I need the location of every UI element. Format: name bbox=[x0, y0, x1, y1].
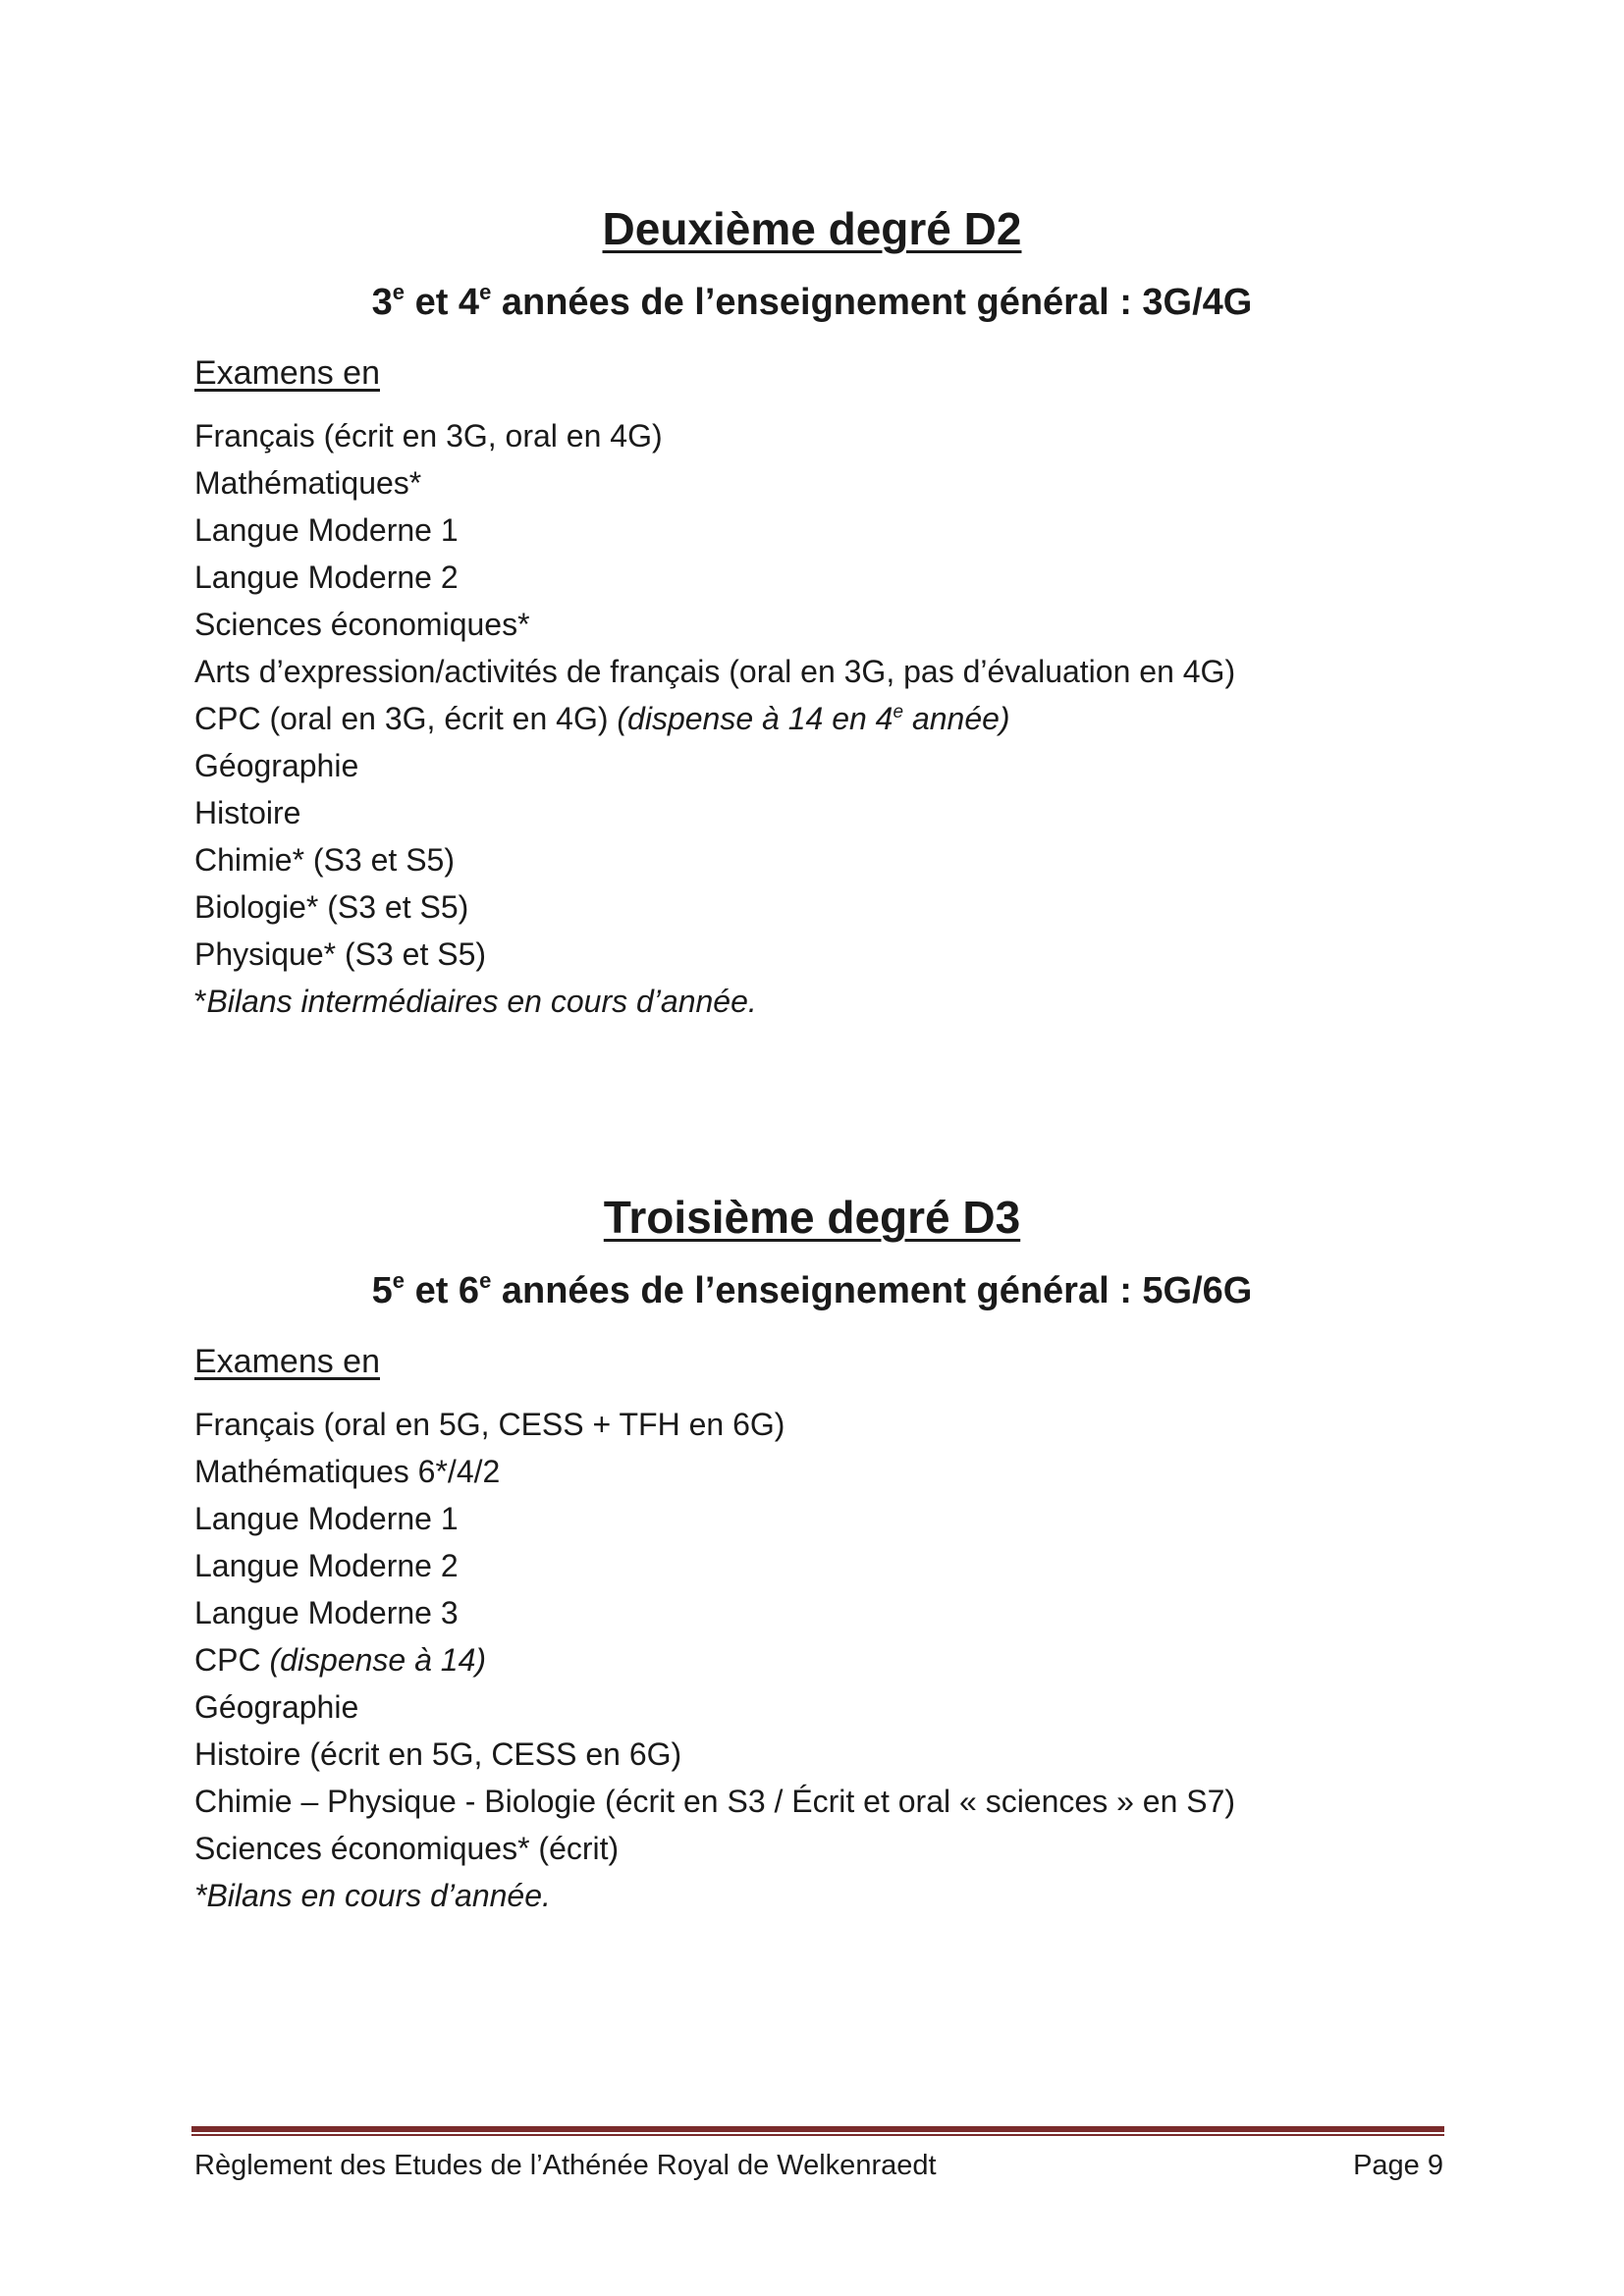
list-item-cpc bbox=[194, 695, 1624, 742]
degree-title: Troisième degré D3 bbox=[603, 1192, 1021, 1243]
list-item: Langue Moderne 2 bbox=[194, 560, 459, 595]
cpc-note-end: année) bbox=[903, 701, 1010, 736]
list-item-cpc bbox=[194, 1636, 1624, 1683]
footnote-text: Bilans intermédiaires en cours d’année. bbox=[206, 984, 757, 1019]
degree-title: Deuxième degré D2 bbox=[602, 203, 1022, 254]
cpc-note bbox=[617, 701, 1009, 736]
subtitle-part: années de l’enseignement général : 5G/6G bbox=[491, 1270, 1253, 1311]
list-item: Langue Moderne 2 bbox=[194, 1548, 459, 1583]
footer-rule bbox=[191, 2126, 1444, 2138]
cpc-note: (dispense à 14) bbox=[269, 1642, 487, 1678]
exam-label: Examens en bbox=[194, 354, 380, 392]
list-item: Langue Moderne 1 bbox=[194, 512, 459, 548]
subtitle-part: et 6 bbox=[405, 1270, 480, 1311]
subject-list bbox=[194, 1401, 1624, 1919]
subtitle-sup: e bbox=[392, 1268, 406, 1293]
exam-label: Examens en bbox=[194, 1343, 380, 1380]
list-item: Français (oral en 5G, CESS + TFH en 6G) bbox=[194, 1407, 785, 1442]
subtitle-part: 5 bbox=[371, 1270, 393, 1311]
list-item: Chimie* (S3 et S5) bbox=[194, 842, 455, 878]
list-item: Sciences économiques* bbox=[194, 607, 530, 642]
cpc-note-sup: e bbox=[893, 702, 904, 722]
subtitle-part: et 4 bbox=[405, 282, 480, 323]
list-item: Physique* (S3 et S5) bbox=[194, 936, 487, 972]
list-item: Langue Moderne 3 bbox=[194, 1595, 459, 1630]
list-item: Géographie bbox=[194, 1689, 359, 1725]
footnote bbox=[194, 978, 1624, 1025]
subtitle-sup: e bbox=[392, 280, 406, 304]
cpc-text: CPC (oral en 3G, écrit en 4G) bbox=[194, 701, 618, 736]
subject-list bbox=[194, 412, 1624, 1025]
footnote-star: * bbox=[194, 984, 207, 1019]
section-troisieme-degre bbox=[0, 1183, 1624, 1919]
subtitle-sup: e bbox=[479, 1268, 492, 1293]
list-item: Biologie* (S3 et S5) bbox=[194, 889, 469, 925]
subtitle-part: 3 bbox=[371, 282, 393, 323]
list-item: Français (écrit en 3G, oral en 4G) bbox=[194, 418, 663, 454]
footer-rule-thick bbox=[191, 2126, 1444, 2132]
list-item: Histoire (écrit en 5G, CESS en 6G) bbox=[194, 1736, 682, 1772]
list-item: Arts d’expression/activités de français (oral en 3G, pas d’évaluation en 4G) bbox=[194, 654, 1236, 689]
list-item: Mathématiques 6*/4/2 bbox=[194, 1454, 501, 1489]
footer-document-title: Règlement des Etudes de l’Athénée Royal de Welkenraedt bbox=[194, 2150, 937, 2181]
section-deuxieme-degre bbox=[0, 194, 1624, 1025]
list-item: Géographie bbox=[194, 748, 359, 783]
years-subtitle bbox=[0, 1263, 1624, 1318]
years-subtitle bbox=[0, 275, 1624, 330]
list-item: Histoire bbox=[194, 795, 301, 830]
subtitle-sup: e bbox=[479, 280, 492, 304]
page-number: Page 9 bbox=[1353, 2150, 1443, 2181]
list-item: Sciences économiques* (écrit) bbox=[194, 1831, 620, 1866]
list-item: Langue Moderne 1 bbox=[194, 1501, 459, 1536]
list-item: Mathématiques* bbox=[194, 465, 422, 501]
list-item: Chimie – Physique - Biologie (écrit en S3 / Écrit et oral « sciences » en S7) bbox=[194, 1784, 1236, 1819]
footnote: *Bilans en cours d’année. bbox=[194, 1878, 551, 1913]
cpc-text: CPC bbox=[194, 1642, 270, 1678]
footer-rule-thin bbox=[191, 2134, 1444, 2136]
cpc-note-text: (dispense à 14 en 4 bbox=[617, 701, 893, 736]
subtitle-part: années de l’enseignement général : 3G/4G bbox=[491, 282, 1253, 323]
